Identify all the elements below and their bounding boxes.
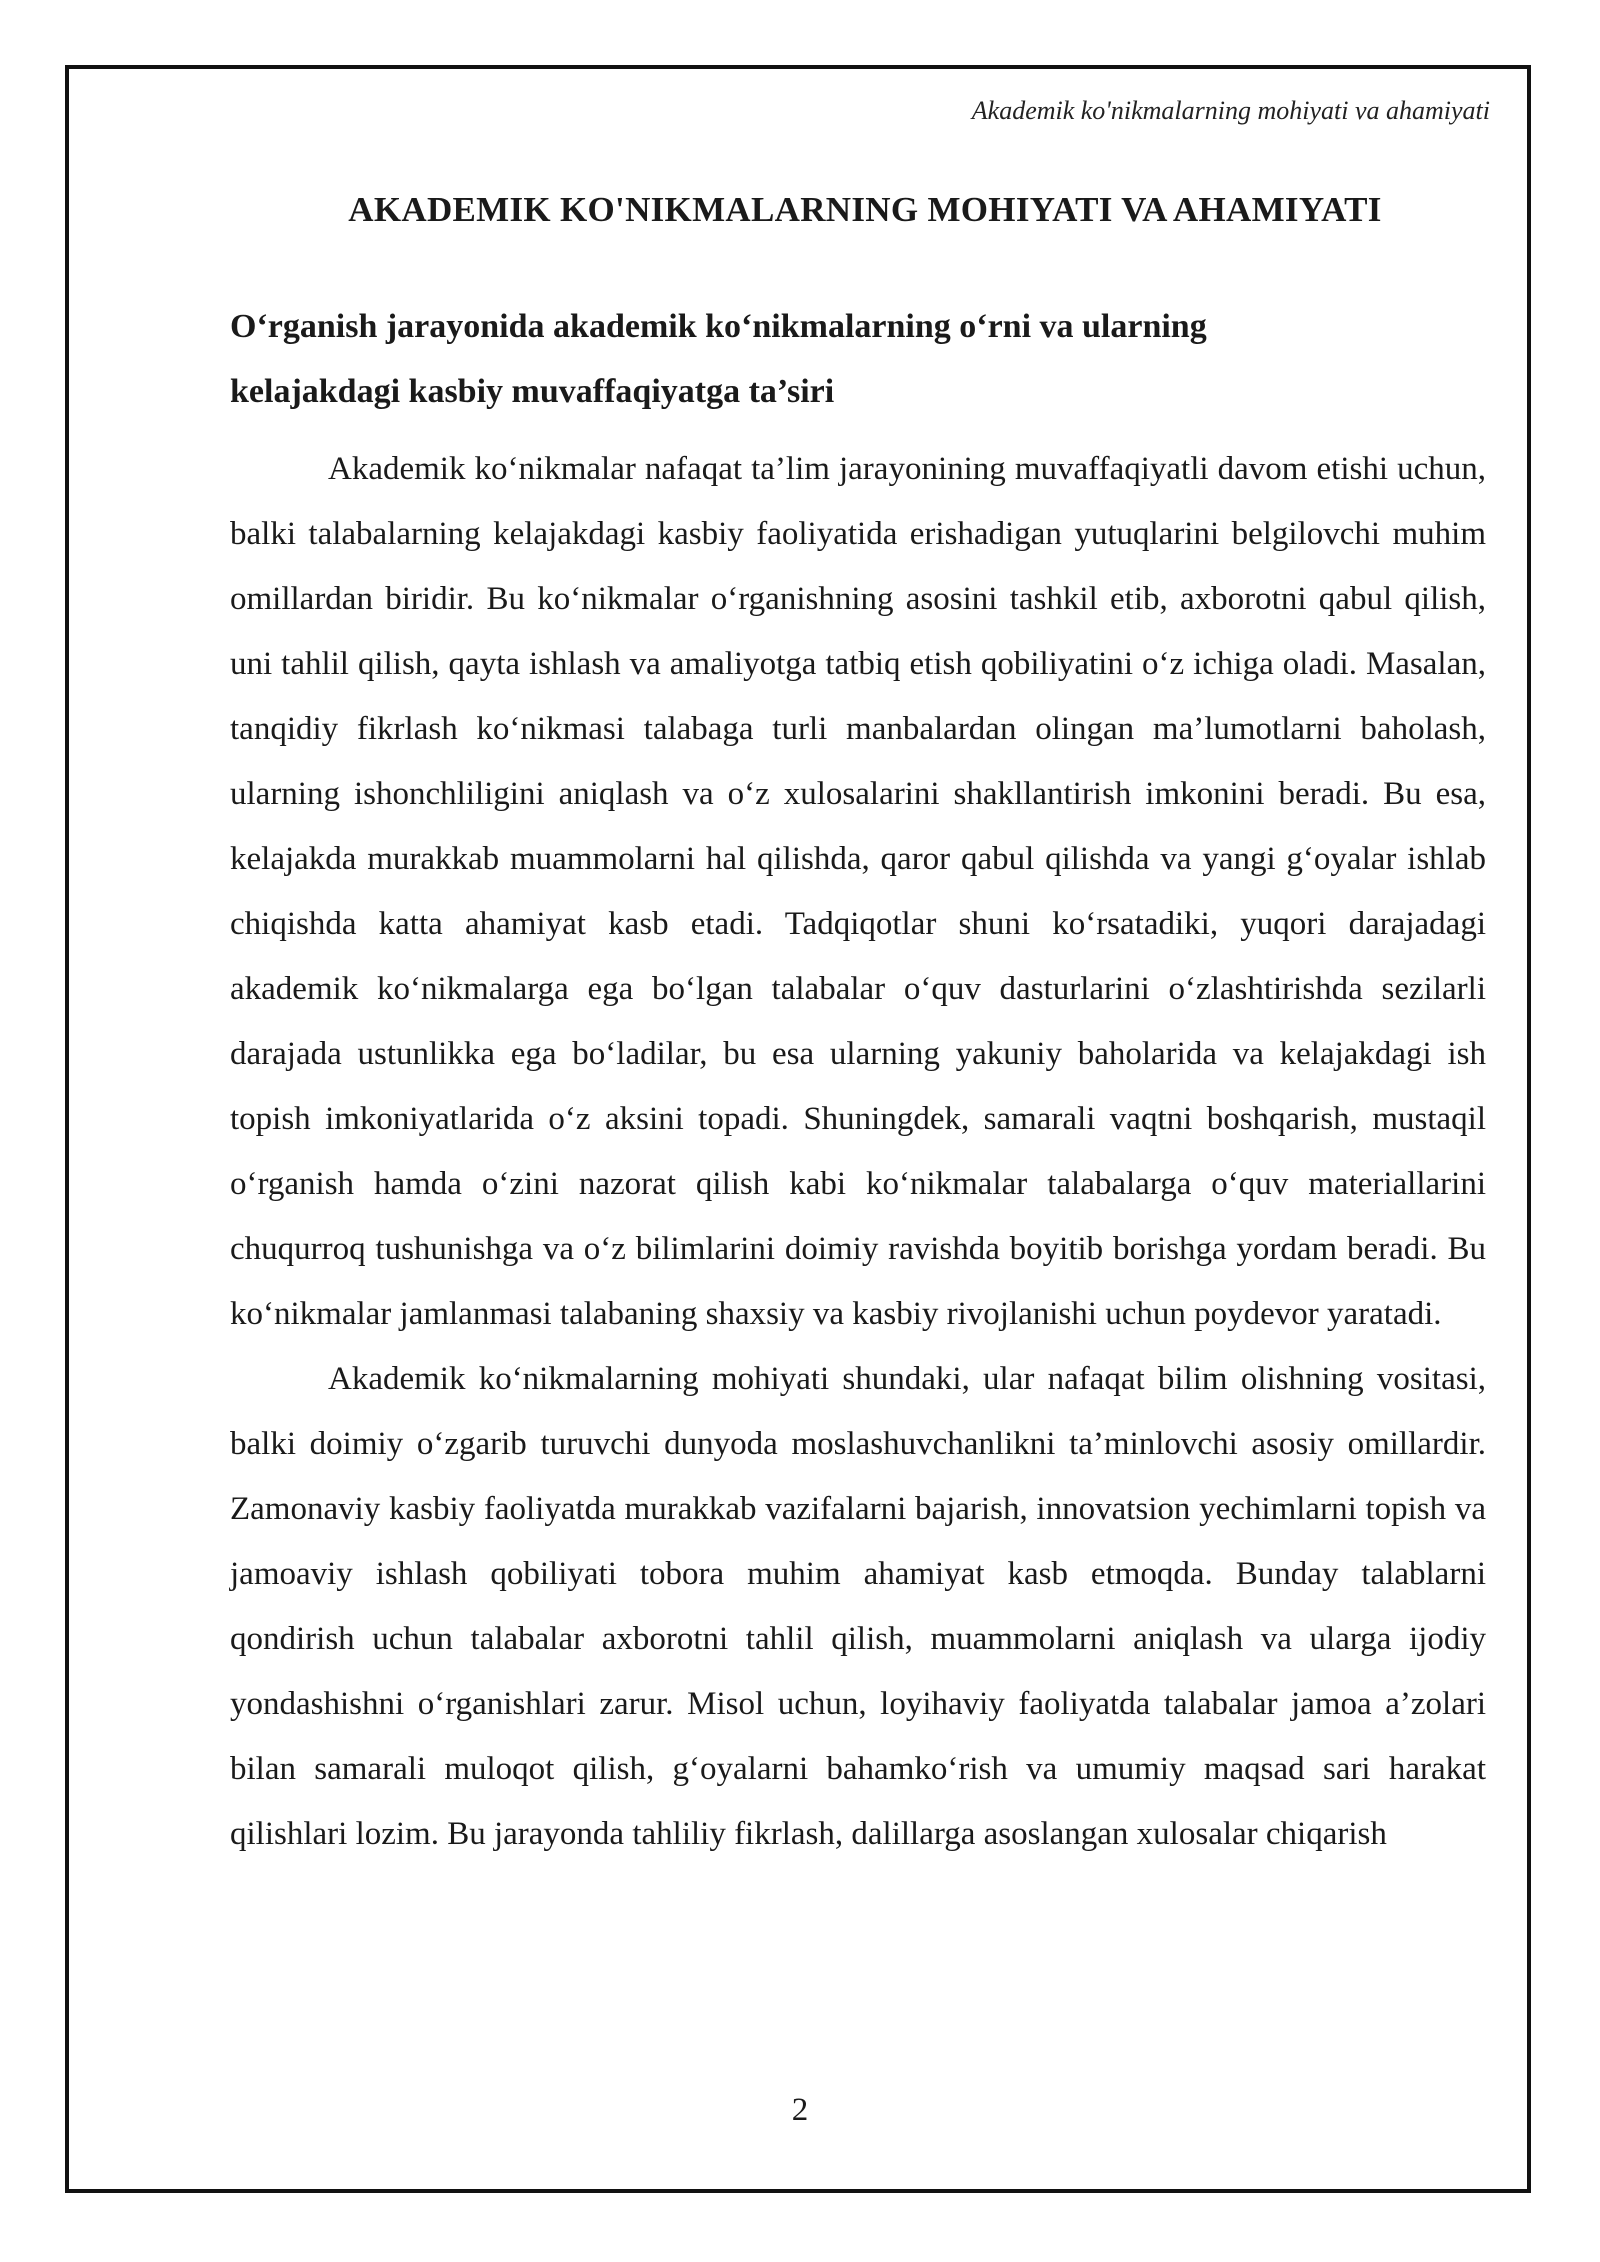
running-header: Akademik ko'nikmalarning mohiyati va ahamiyati — [971, 96, 1490, 125]
section-heading — [230, 294, 1330, 424]
paragraph-2: Akademik ko‘nikmalarning mohiyati shundaki, ular nafaqat bilim olishning vositasi, balki doimiy o‘zgarib turuvchi dunyoda moslashuvchanlikni ta’minlovchi asosiy omillardir. Zamonaviy kasbiy faoliyatda murakkab vazifalarni bajarish, innovatsion yechimlarni topish va jamoaviy ishlash qobiliyati tobora muhim ahamiyat kasb etmoqda. Bunday talablarni qondirish uchun talabalar axborotni tahlil qilish, muammolarni aniqlash va ularga ijodiy yondashishni o‘rganishlari zarur. Misol uchun, loyihaviy faoliyatda talabalar jamoa a’zolari bilan samarali muloqot qilish, g‘oyalarni bahamko‘rish va umumiy maqsad sari harakat qilishlari lozim. Bu jarayonda tahliliy fikrlash, dalillarga asoslangan xulosalar chiqarish — [230, 1361, 1486, 1852]
section-heading-line-1: O‘rganish jarayonida akademik ko‘nikmalarning o‘rni va ularning — [230, 308, 1207, 345]
body-text — [230, 437, 1486, 1867]
paragraph-1: Akademik ko‘nikmalar nafaqat ta’lim jarayonining muvaffaqiyatli davom etishi uchun, balki talabalarning kelajakdagi kasbiy faoliyatida erishadigan yutuqlarini belgilovchi muhim omillardan biridir. Bu ko‘nikmalar o‘rganishning asosini tashkil etib, axborotni qabul qilish, uni tahlil qilish, qayta ishlash va amaliyotga tatbiq etish qobiliyatini o‘z ichiga oladi. Masalan, tanqidiy fikrlash ko‘nikmasi talabaga turli manbalardan olingan ma’lumotlarni baholash, ularning ishonchliligini aniqlash va o‘z xulosalarini shakllantirish imkonini beradi. Bu esa, kelajakda murakkab muammolarni hal qilishda, qaror qabul qilishda va yangi g‘oyalar ishlab chiqishda katta ahamiyat kasb etadi. Tadqiqotlar shuni ko‘rsatadiki, yuqori darajadagi akademik ko‘nikmalarga ega bo‘lgan talabalar o‘quv dasturlarini o‘zlashtirishda sezilarli darajada ustunlikka ega bo‘ladilar, bu esa ularning yakuniy baholarida va kelajakdagi ish topish imkoniyatlarida o‘z aksini topadi. Shuningdek, samarali vaqtni boshqarish, mustaqil o‘rganish hamda o‘zini nazorat qilish kabi ko‘nikmalar talabalarga o‘quv materiallarini chuqurroq tushunishga va o‘z bilimlarini doimiy ravishda boyitib borishga yordam beradi. Bu ko‘nikmalar jamlanmasi talabaning shaxsiy va kasbiy rivojlanishi uchun poydevor yaratadi. — [230, 451, 1486, 1332]
document-title: AKADEMIK KO'NIKMALARNING MOHIYATI VA AHAMIYATI — [348, 190, 1382, 229]
page-number: 2 — [791, 2092, 809, 2128]
section-heading-line-2: kelajakdagi kasbiy muvaffaqiyatga ta’siri — [230, 373, 835, 410]
